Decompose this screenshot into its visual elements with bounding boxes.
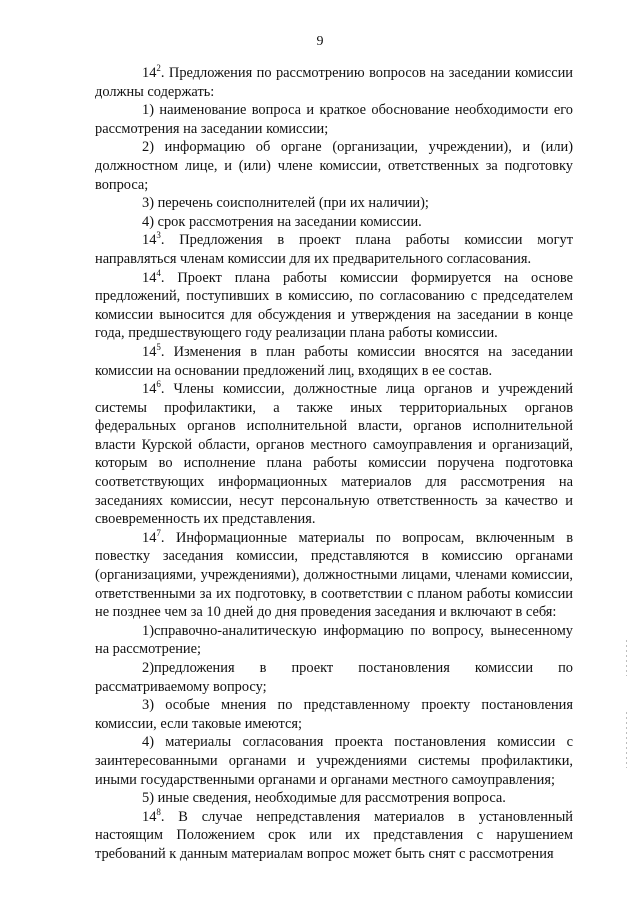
- list-item: 3) особые мнения по представленному проекту постановления комиссии, если таковые имеются;: [95, 697, 573, 732]
- document-body: [95, 64, 573, 864]
- list-item: 2)предложения в проект постановления комиссии по рассматриваемому вопросу;: [95, 660, 573, 695]
- paragraph-14-5: $14^5$. Изменения в план работы комиссии вносятся на заседании комиссии на основании предложений лиц, входящих в ее состав.: [95, 341, 573, 379]
- scan-margin-mark: [626, 640, 627, 676]
- paragraph-14-6: $14^6$. Члены комиссии, должностные лица органов и учреждений системы профилактики, а также иных территориальных органов федеральных органов исполнительной власти, органов исполнительной власти Курской области, органов местного самоуправления и организаций, которым во исполнение плана работы комиссии поручена подготовка соответствующих информационных материалов для рассмотрения на заседаниях комиссии, несут персональную ответственность за качество и своевременность их представления.: [95, 379, 573, 528]
- paragraph-14-4: $14^4$. Проект плана работы комиссии формируется на основе предложений, поступивших в комиссию, по согласованию с председателем комиссии выносится для обсуждения и утверждения на заседании в конце года, предшествующего году реализации плана работы комиссии.: [95, 267, 573, 342]
- paragraph-14-7: $14^7$. Информационные материалы по вопросам, включенным в повестку заседания комиссии, представляются в комиссию органами (организациями, учреждениями), должностными лицами, членами комиссии, ответственными за их подготовку, в соответствии с планом работы комиссии не позднее чем за 10 дней до дня проведения заседания и включают в себя:: [95, 527, 573, 621]
- list-item: 4) материалы согласования проекта постановления комиссии с заинтересованными органами и учреждениями системы профилактики, иными государственными органами и органами местного самоуправления;: [95, 734, 573, 788]
- paragraph-14-3: $14^3$. Предложения в проект плана работы комиссии могут направляться членам комиссии для их предварительного согласования.: [95, 230, 573, 267]
- list-item: 1)справочно-аналитическую информацию по вопросу, вынесенному на рассмотрение;: [95, 622, 573, 658]
- list-item: 2) информацию об органе (организации, учреждении), и (или) должностном лице, и (или) члене комиссии, ответственных за подготовку вопроса;: [95, 139, 573, 193]
- list-item: 1) наименование вопроса и краткое обоснование необходимости его рассмотрения на заседании комиссии;: [95, 102, 573, 137]
- list-item: 4) срок рассмотрения на заседании комиссии.: [142, 213, 422, 230]
- list-item: 3) перечень соисполнителей (при их наличии);: [142, 195, 429, 212]
- paragraph-14-8: $14^8$. В случае непредставления материалов в установленный настоящим Положением срок или их представления с нарушением требований к данным материалам вопрос может быть снят с рассмотрения: [95, 806, 573, 862]
- page-number: 9: [316, 34, 324, 49]
- paragraph-14-2: $14^2$. Предложения по рассмотрению вопросов на заседании комиссии должны содержать:: [95, 63, 573, 100]
- scan-margin-mark: [626, 712, 627, 768]
- list-item: 5) иные сведения, необходимые для рассмотрения вопроса.: [142, 790, 506, 807]
